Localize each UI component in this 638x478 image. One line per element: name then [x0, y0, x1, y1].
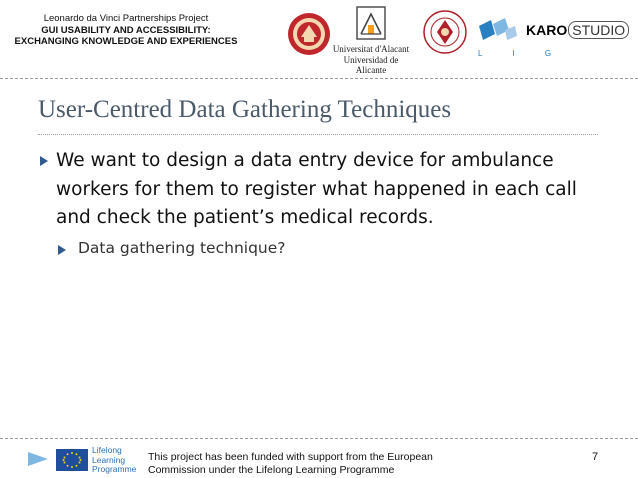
sub-bullet-arrow-icon — [58, 245, 66, 255]
footer-divider — [0, 438, 638, 439]
header-divider — [0, 78, 638, 79]
red-university-seal-icon — [287, 12, 331, 56]
project-line-2: GUI USABILITY AND ACCESSIBILITY: — [41, 24, 211, 36]
lig-letters: L I G — [478, 49, 566, 58]
slide-title: User-Centred Data Gathering Techniques — [38, 96, 452, 123]
bullet-arrow-icon — [40, 156, 48, 166]
studio-word: STUDIO — [568, 21, 629, 39]
lig-logo-icon — [475, 16, 519, 46]
lifelong-learning-label — [92, 446, 136, 475]
project-line-3: EXCHANGING KNOWLEDGE AND EXPERIENCES — [14, 36, 238, 47]
lifelong-learning-arrow-icon — [28, 452, 48, 466]
bullet-text-1: We want to design a data entry device for ambulance workers for them to register what happened in each call and check the patient’s medical records. — [56, 150, 577, 228]
funding-line-1: This project has been funded with support from the European — [148, 451, 433, 463]
funding-notice — [148, 451, 433, 476]
programme-line-2: Learning — [92, 454, 126, 465]
alicante-line-1: Universitat d'Alacant — [332, 44, 410, 54]
universitat-alicant-logo-icon — [356, 6, 386, 40]
programme-line-3: Programme — [92, 464, 137, 474]
project-line-1: Leonardo da Vinci Partnerships Project — [43, 13, 209, 24]
alicante-line-2: Universidad de Alicante — [343, 54, 399, 75]
title-divider — [38, 134, 598, 135]
bullet-text-2: Data gathering technique? — [78, 239, 286, 257]
karo-studio-logo — [526, 22, 629, 38]
eu-flag-icon — [56, 449, 88, 471]
programme-line-1: Lifelong — [92, 445, 122, 455]
page-number: 7 — [592, 451, 599, 463]
funding-line-2: Commission under the Lifelong Learning Programme — [148, 463, 395, 476]
alicante-text — [330, 44, 412, 76]
university-josef-pekar-seal-icon — [423, 10, 467, 54]
project-header — [14, 13, 238, 48]
karo-word: KARO — [526, 22, 568, 38]
